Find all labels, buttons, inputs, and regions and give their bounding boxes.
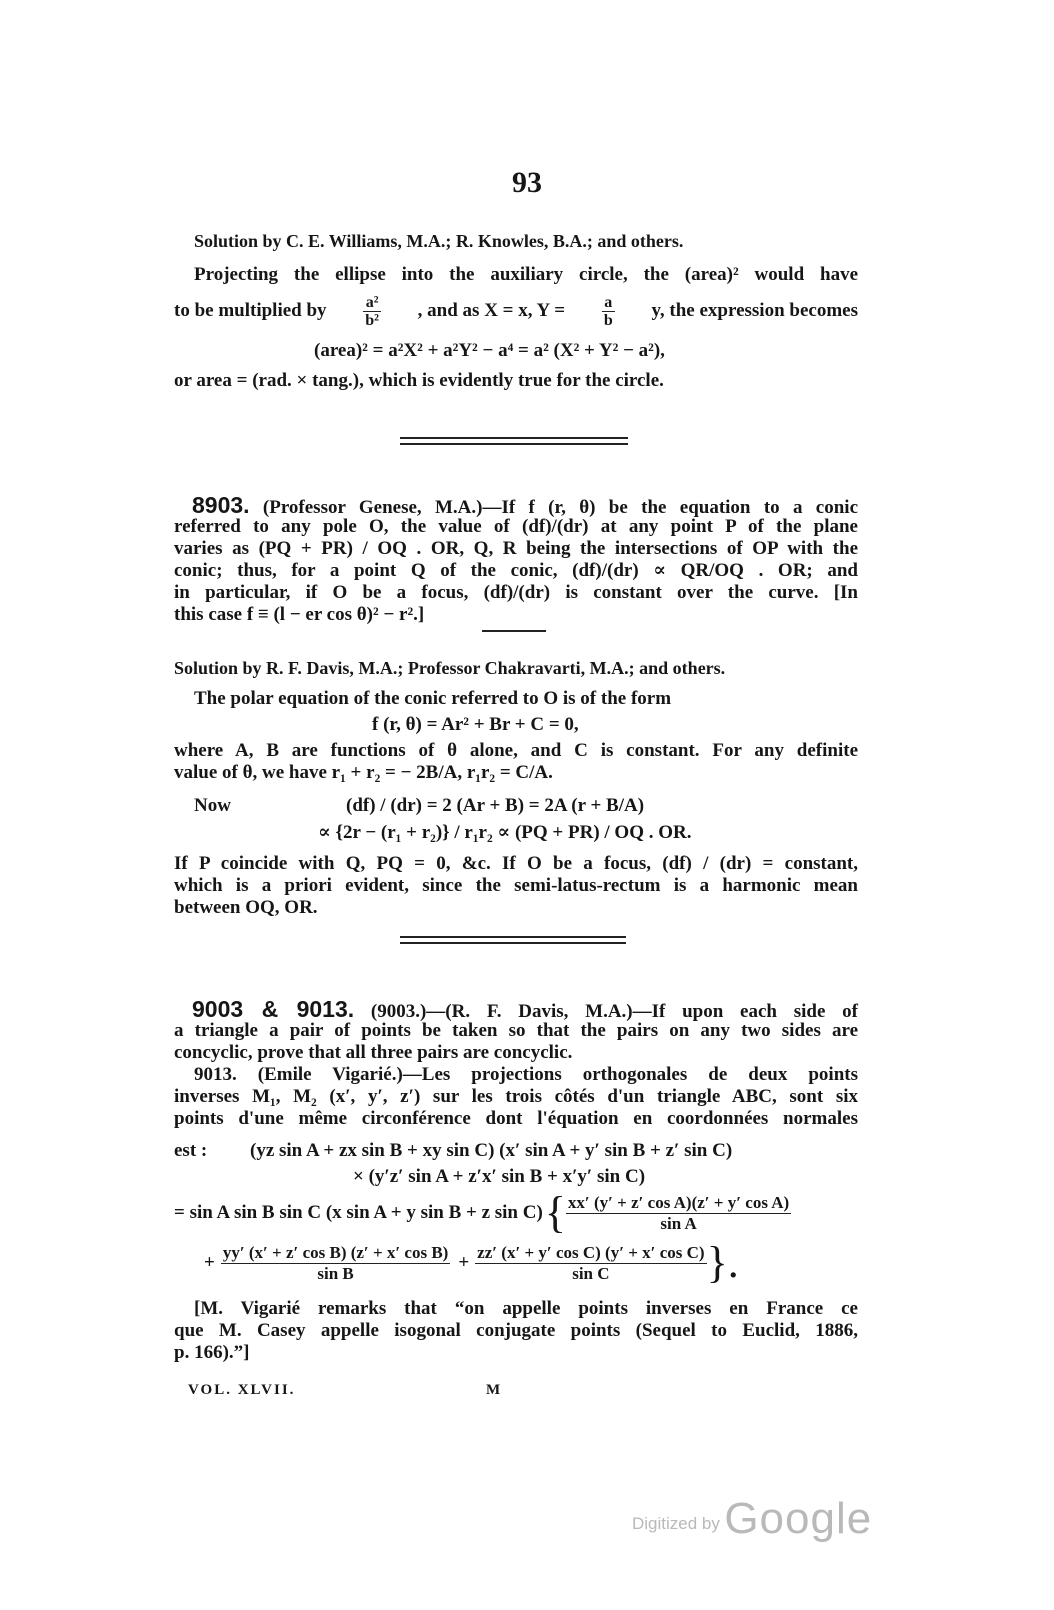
sol2-line-3: value of θ, we have r₁ + r₂ = − 2B/A, r₁r₂ = C/A. — [174, 762, 553, 783]
problem-8903-line-6: this case f ≡ (l − er cos θ)² − r².] — [174, 604, 425, 625]
sol1-line-2 — [174, 289, 858, 333]
sol2-equation-2: (df) / (dr) = 2 (Ar + B) = 2A (r + B/A) — [346, 795, 645, 816]
signature-mark: M — [486, 1382, 503, 1398]
volume-label: VOL. XLVII. — [188, 1382, 296, 1398]
est-label: est : — [174, 1140, 208, 1161]
problem-9013-line-2: inverses M₁, M₂ (x′, y′, z′) sur les trois côtés d'un triangle ABC, sont six — [174, 1086, 858, 1107]
remark-line-2: que M. Casey appelle isogonal conjugate points (Sequel to Euclid, 1886, — [174, 1320, 858, 1341]
plus-sign-2: + — [458, 1252, 470, 1273]
problem-9003-line-3: concyclic, prove that all three pairs are concyclic. — [174, 1042, 573, 1063]
divider-bottom-2 — [400, 942, 626, 944]
vigarie-equation-2: × (y′z′ sin A + z′x′ sin B + x′y′ sin C) — [353, 1166, 646, 1187]
divider-top-1 — [400, 437, 628, 439]
fraction-a2-b2: $\frac{\text{a²}}{\text{b²}}$ — [365, 293, 379, 329]
plus-sign-1: + — [204, 1252, 215, 1273]
watermark-digitized: Digitized by — [632, 1514, 720, 1533]
problem-number-8903: 8903. — [192, 492, 250, 518]
problem-8903-line-4: conic; thus, for a point Q of the conic, (df)/(dr) ∝ QR/OQ . OR; and — [174, 560, 858, 581]
sol1-line-1: Projecting the ellipse into the auxiliary circle, the (area)² would have — [194, 264, 858, 285]
problem-8903-line-3: varies as (PQ + PR) / OQ . OR, Q, R being the intersections of OP with the — [174, 538, 858, 559]
vigarie-equation-3-left: = sin A sin B sin C (x sin A + y sin B + z sin C) — [174, 1202, 543, 1223]
sol2-line-2: where A, B are functions of θ alone, and C is constant. For any definite — [174, 740, 858, 761]
problem-8903-line-2: referred to any pole O, the value of (df)/(dr) at any point P of the plane — [174, 516, 858, 537]
fraction-zz: $\frac{\text{zz′ (x′ + y′ cos C) (y′ + x′ cos C)}}{\text{sin C}}$ — [477, 1242, 705, 1283]
problem-9003-line-1: 9003 & 9013. (9003.)—(R. F. Davis, M.A.)—If upon each side of — [192, 996, 859, 1022]
fraction-a-b: $\frac{a}{b}$ — [603, 293, 613, 329]
sol2-equation-1: f (r, θ) = Ar² + Br + C = 0, — [372, 714, 579, 735]
problem-number-9003: 9003 & 9013. — [192, 996, 355, 1022]
vigarie-equation-3 — [174, 1190, 862, 1236]
fraction-yy: $\frac{\text{yy′ (x′ + z′ cos B) (z′ + x′ cos B)}}{\text{sin B}}$ — [222, 1242, 449, 1283]
vigarie-equation-1: (yz sin A + zx sin B + xy sin C) (x′ sin A + y′ sin B + z′ sin C) — [250, 1140, 733, 1161]
sol2-line-4: If P coincide with Q, PQ = 0, &c. If O be a focus, (df) / (dr) = constant, — [174, 853, 858, 874]
divider-top-2 — [400, 936, 626, 938]
vigarie-equation-4 — [204, 1240, 858, 1286]
solution-heading-1: Solution by C. E. Williams, M.A.; R. Knowles, B.A.; and others. — [194, 231, 684, 251]
remark-line-1: [M. Vigarié remarks that “on appelle points inverses en France ce — [194, 1298, 858, 1319]
sol1-line-2a: to be multiplied by — [174, 300, 327, 321]
sol1-line-2b: , and as X = x, Y = — [417, 300, 566, 321]
problem-8903-line-5: in particular, if O be a focus, (df)/(dr) is constant over the curve. [In — [174, 582, 858, 603]
remark-line-3: p. 166).”] — [174, 1342, 250, 1363]
problem-9013-line-1: 9013. (Emile Vigarié.)—Les projections orthogonales de deux points — [194, 1064, 858, 1085]
google-logo: Google — [724, 1494, 873, 1543]
sol1-line-4: or area = (rad. × tang.), which is evidently true for the circle. — [174, 370, 664, 391]
sol2-line-6: between OQ, OR. — [174, 897, 318, 918]
problem-9003-line-2: a triangle a pair of points be taken so that the pairs on any two sides are — [174, 1020, 858, 1041]
sol2-line-5: which is a priori evident, since the semi-latus-rectum is a harmonic mean — [174, 875, 858, 896]
problem-9013-line-3: points d'une même circonférence dont l'équation en coordonnées normales — [174, 1108, 858, 1129]
sol1-line-2c: y, the expression becomes — [651, 300, 858, 321]
fraction-xx: $\frac{\text{xx′ (y′ + z′ cos A)(z′ + y′ cos A)}}{\text{sin A}}$ — [567, 1192, 790, 1233]
sol1-equation: (area)² = a²X² + a²Y² − a⁴ = a² (X² + Y² − a²), — [314, 340, 665, 361]
page-number: 93 — [512, 166, 542, 199]
sol2-now: Now — [194, 795, 231, 816]
problem-8903-line-1: 8903. (Professor Genese, M.A.)—If f (r, θ) be the equation to a conic — [192, 492, 858, 518]
sol2-equation-3: ∝ {2r − (r₁ + r₂)} / r₁r₂ ∝ (PQ + PR) / OQ . OR. — [318, 822, 692, 843]
divider-bottom-1 — [400, 443, 628, 445]
solution-heading-2: Solution by R. F. Davis, M.A.; Professor Chakravarti, M.A.; and others. — [174, 658, 726, 678]
google-watermark — [632, 1494, 872, 1544]
right-brace: }. — [706, 1238, 739, 1287]
short-rule — [482, 630, 546, 632]
left-brace: { — [544, 1188, 566, 1237]
sol2-line-1: The polar equation of the conic referred to O is of the form — [194, 688, 672, 709]
